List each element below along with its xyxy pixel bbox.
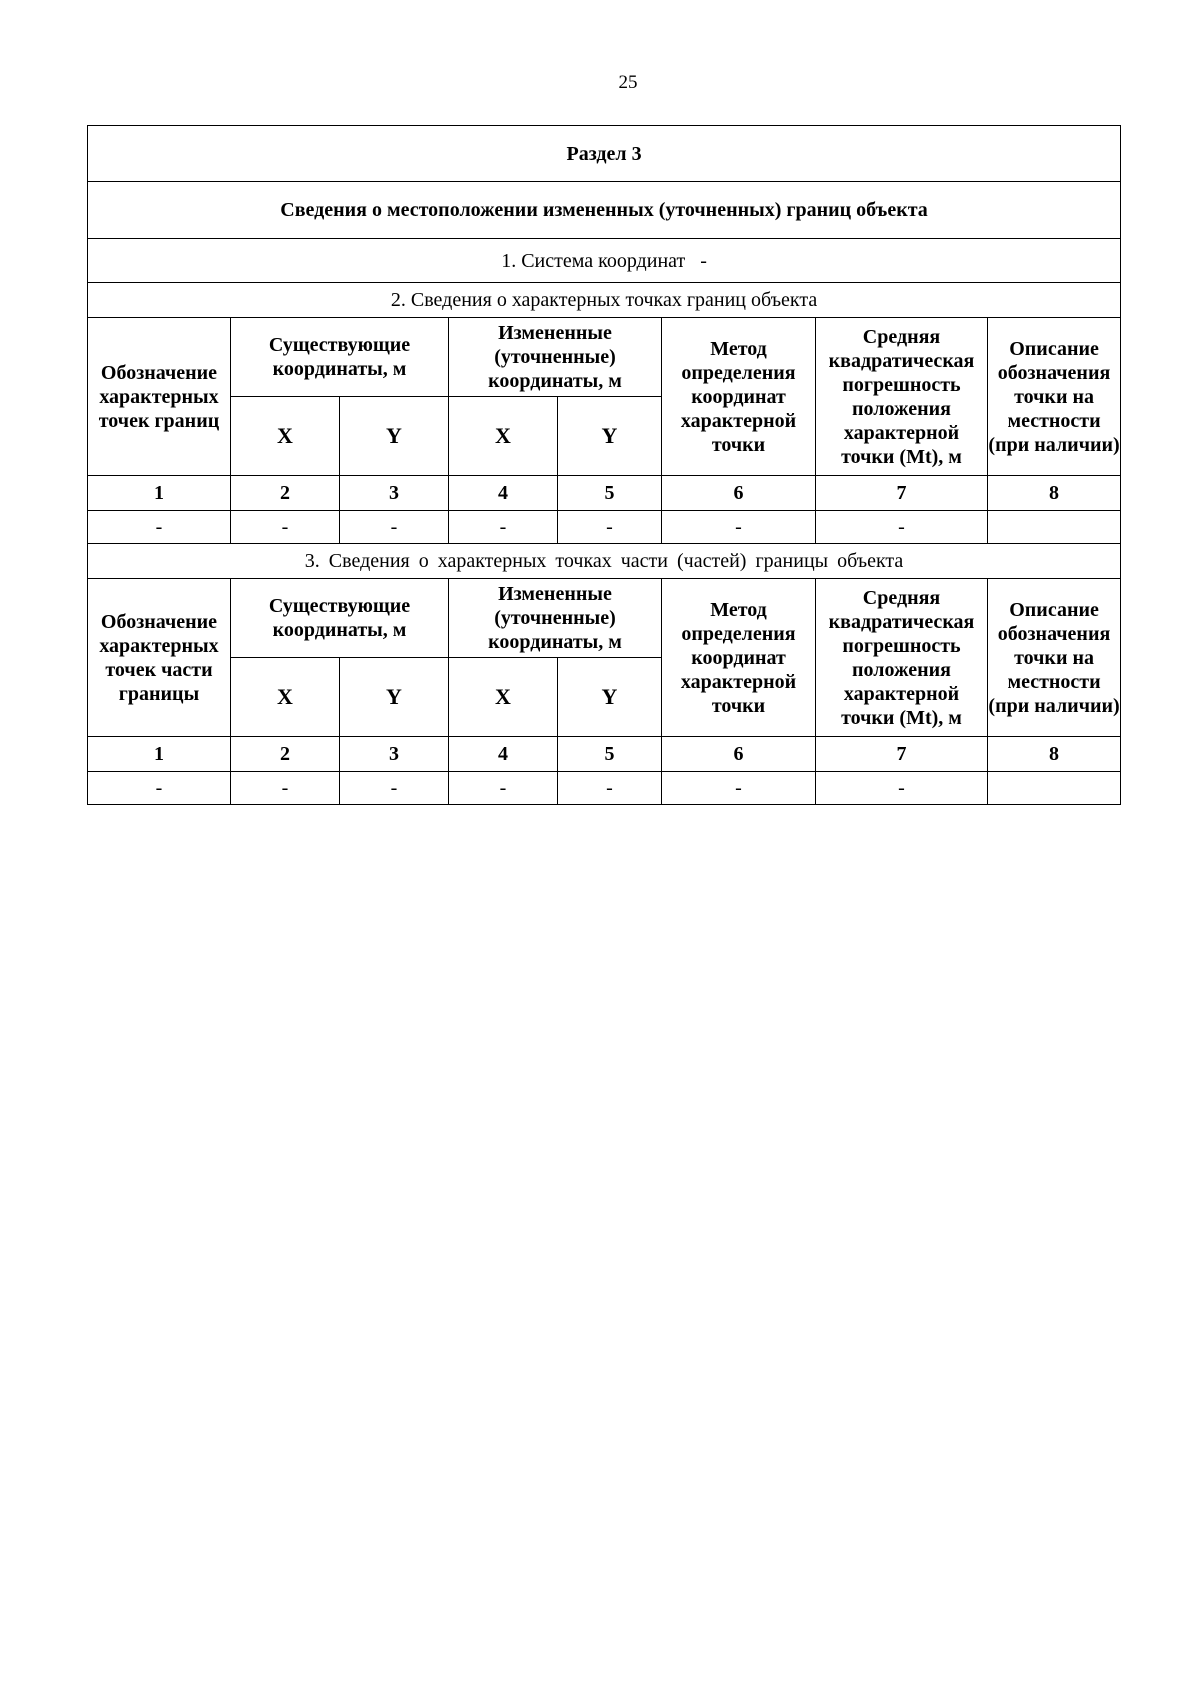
column-number: 5 [558,737,662,772]
block2-header-existing: Существующие координаты, м [231,579,449,658]
column-number: 2 [231,737,340,772]
block2-header-y-changed: Y [558,658,662,737]
table-cell: - [340,511,449,544]
block2-column-numbers [88,737,1121,772]
block2-header-changed: Измененные (уточненные) координаты, м [449,579,662,658]
column-number: 1 [88,737,231,772]
block1-column-numbers [88,476,1121,511]
block1-title: 2. Сведения о характерных точках границ объекта [88,283,1121,318]
column-number: 3 [340,476,449,511]
table-cell: - [449,772,558,805]
column-number: 3 [340,737,449,772]
block1-header-x-changed: X [449,397,558,476]
column-number: 4 [449,476,558,511]
block2-header-designation: Обозначение характерных точек части границы [88,579,231,737]
block1-header-method: Метод определения координат характерной точки [662,318,816,476]
table-row [88,772,1121,805]
table-cell: - [662,772,816,805]
column-number: 6 [662,476,816,511]
table-cell: - [558,511,662,544]
table-cell: - [88,772,231,805]
table-cell: - [816,772,988,805]
table-cell: - [558,772,662,805]
column-number: 2 [231,476,340,511]
block1-header-y-existing: Y [340,397,449,476]
block1-header-designation: Обозначение характерных точек границ [88,318,231,476]
section-subtitle: Сведения о местоположении измененных (уточненных) границ объекта [88,182,1121,239]
table-row [88,511,1121,544]
page-number: 25 [618,72,638,93]
table-cell: - [449,511,558,544]
block1-header-existing: Существующие координаты, м [231,318,449,397]
block2-header-method: Метод определения координат характерной точки [662,579,816,737]
column-number: 4 [449,737,558,772]
table-cell: - [340,772,449,805]
coordinate-system-value: - [700,249,707,272]
block2-title: 3. Сведения о характерных точках части (частей) границы объекта [88,544,1121,579]
table-cell: - [88,511,231,544]
coordinate-system-row [88,239,1121,283]
block1-header-description: Описание обозначения точки на местности (при наличии) [988,318,1121,476]
column-number: 7 [816,737,988,772]
block1-header-x-existing: X [231,397,340,476]
column-number: 6 [662,737,816,772]
table-cell: - [231,511,340,544]
block1-header-y-changed: Y [558,397,662,476]
table-cell: - [662,511,816,544]
table-cell [988,511,1121,544]
section-title: Раздел 3 [88,126,1121,182]
column-number: 8 [988,476,1121,511]
block2-header-y-existing: Y [340,658,449,737]
column-number: 1 [88,476,231,511]
table-cell [988,772,1121,805]
block1-header-mean-error: Средняя квадратическая погрешность положения характерной точки (Mt), м [816,318,988,476]
section-3-table [87,125,1121,805]
block2-header-x-existing: X [231,658,340,737]
column-number: 5 [558,476,662,511]
column-number: 8 [988,737,1121,772]
table-cell: - [231,772,340,805]
column-number: 7 [816,476,988,511]
block2-header-mean-error: Средняя квадратическая погрешность положения характерной точки (Mt), м [816,579,988,737]
coordinate-system-label: 1. Система координат [501,249,686,272]
block2-header-description: Описание обозначения точки на местности (при наличии) [988,579,1121,737]
block1-header-changed: Измененные (уточненные) координаты, м [449,318,662,397]
table-cell: - [816,511,988,544]
block2-header-x-changed: X [449,658,558,737]
